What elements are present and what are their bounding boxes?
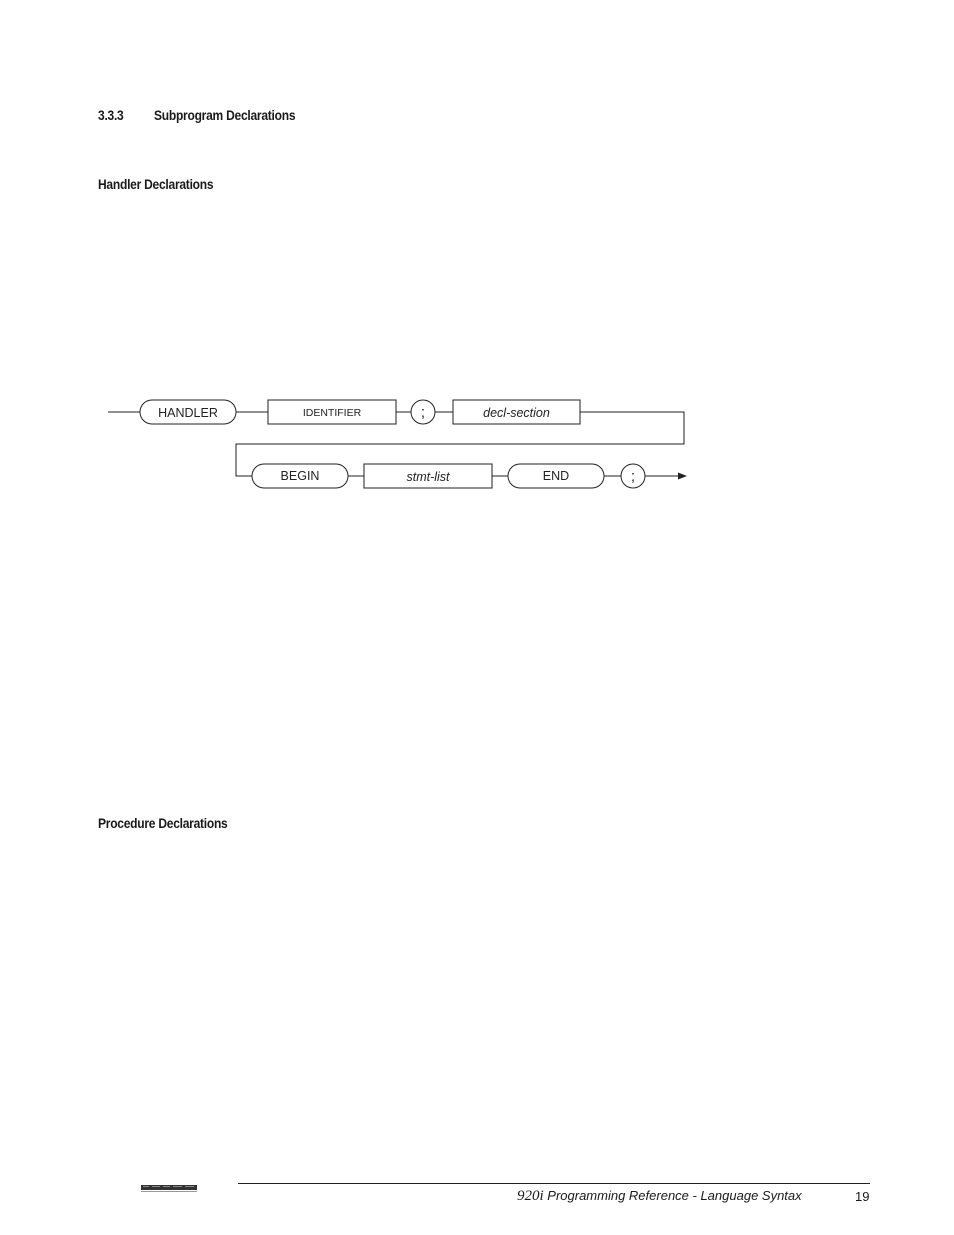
footer-model: 920i: [517, 1188, 544, 1204]
footer-title-text: Programming Reference - Language Syntax: [543, 1188, 802, 1203]
token-end-label: END: [542, 469, 570, 483]
footer-rule: [238, 1183, 870, 1184]
handler-syntax-diagram: [0, 0, 954, 560]
token-begin: [252, 464, 348, 488]
company-logo-icon: [141, 1185, 197, 1193]
token-decl-section: [453, 400, 580, 424]
section-number: 3.3.3: [98, 107, 124, 123]
token-handler-label: HANDLER: [158, 406, 218, 420]
procedure-declarations-heading: Procedure Declarations: [98, 815, 228, 831]
token-end: [508, 464, 604, 488]
section-title: Subprogram Declarations: [154, 107, 296, 123]
token-semicolon-1-label: ;: [420, 404, 426, 421]
token-begin-label: BEGIN: [280, 469, 320, 483]
token-semicolon-1: [411, 400, 435, 424]
token-identifier-label: IDENTIFIER: [302, 407, 362, 419]
token-identifier: [268, 400, 396, 424]
token-stmt-list-label: stmt-list: [406, 470, 450, 484]
token-semicolon-2: [621, 464, 645, 488]
token-semicolon-2-label: ;: [630, 468, 636, 485]
token-stmt-list: [364, 464, 492, 488]
handler-declarations-heading: Handler Declarations: [98, 176, 214, 192]
token-handler: [140, 400, 236, 424]
exit-arrow-icon: [678, 473, 687, 480]
token-decl-section-label: decl-section: [483, 406, 550, 420]
page-number: 19: [855, 1189, 870, 1204]
footer-title: [517, 1188, 802, 1205]
